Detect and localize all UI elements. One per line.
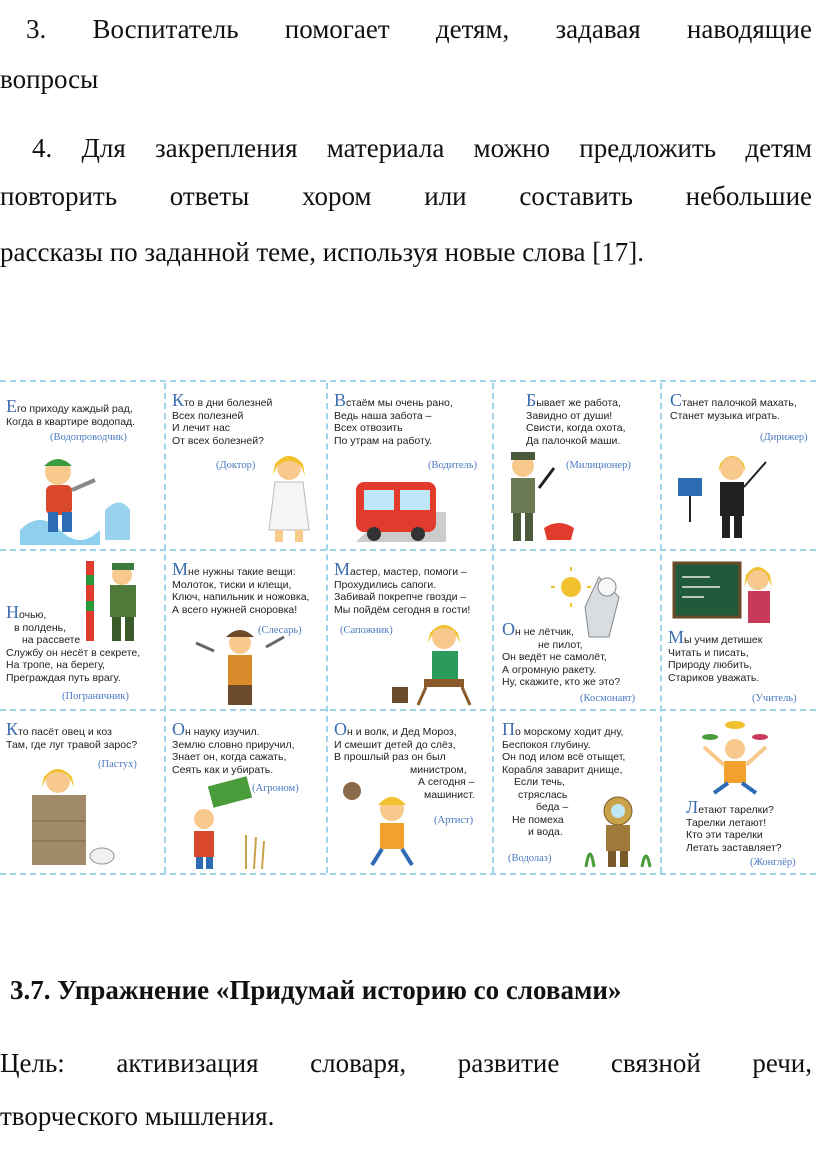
riddle-line: танет палочкой махать, <box>682 397 797 409</box>
riddle-text <box>502 619 621 689</box>
riddle-line: Да палочкой маши. <box>526 434 621 447</box>
paragraph-4 <box>0 128 812 280</box>
riddle-answer: (Водитель) <box>428 460 478 471</box>
riddle-card-doctor <box>166 382 325 549</box>
riddle-line: машинист. <box>424 788 475 801</box>
riddle-line: На тропе, на берегу, <box>6 659 106 671</box>
drop-cap: М <box>668 627 685 647</box>
riddle-line: в полдень, <box>14 621 67 634</box>
riddle-line: Знает он, когда сажать, <box>172 751 287 763</box>
riddle-line: По утрам на работу. <box>334 434 433 447</box>
riddle-text <box>670 390 797 422</box>
drop-cap: Н <box>6 602 19 622</box>
riddle-line: го приходу каждый рад, <box>17 403 133 415</box>
riddle-card-conductor <box>662 382 816 549</box>
riddle-answer: (Агроном) <box>252 783 299 794</box>
riddle-line: И лечит нас <box>172 422 231 434</box>
paragraph-4-line-2: повторить ответы хором или составить небольшие <box>0 181 812 211</box>
riddle-text <box>172 390 273 447</box>
riddle-line: Всех отвозить <box>334 422 403 434</box>
riddle-line: Преграждая путь врагу. <box>6 671 121 684</box>
riddle-line: А огромную ракету. <box>502 663 597 676</box>
riddle-card-driver <box>328 382 491 549</box>
riddle-text <box>334 390 453 447</box>
riddle-line: беда – <box>536 801 569 813</box>
riddle-line: Ключ, напильник и ножовка, <box>172 591 310 603</box>
policeman-illustration <box>499 448 589 548</box>
riddle-card-cosmonaut <box>494 551 659 709</box>
riddle-line: Природу любить, <box>668 659 753 671</box>
riddle-card-border-guard <box>0 551 163 709</box>
riddle-text <box>172 559 310 616</box>
riddle-card-juggler <box>662 711 816 873</box>
riddle-line: Беспокоя глубину. <box>502 738 591 751</box>
goal-line-1: Цель: активизация словаря, развитие связной речи, <box>0 1048 812 1078</box>
riddle-answer: (Артист) <box>434 815 474 826</box>
riddle-line: етают тарелки? <box>698 804 774 816</box>
drop-cap: Л <box>686 797 699 817</box>
drop-cap: С <box>670 390 683 410</box>
agronomist-illustration <box>176 775 276 871</box>
riddle-line: Читать и писать, <box>668 646 749 659</box>
drop-cap: О <box>334 719 347 739</box>
riddle-line: Молоток, тиски и клещи, <box>172 578 292 591</box>
riddle-line: ы учим детишек <box>684 634 763 646</box>
riddle-card-shepherd <box>0 711 163 873</box>
riddle-card-policeman <box>494 382 659 549</box>
bus-illustration <box>346 472 456 547</box>
riddle-line: В прошлый раз он был <box>334 751 446 763</box>
riddle-line: Забивай покрепче гвозди – <box>334 591 467 603</box>
riddle-text <box>6 602 141 684</box>
teacher-illustration <box>670 557 780 632</box>
riddle-line: Ну, скажите, кто же это? <box>502 676 621 688</box>
riddle-line: о морскому ходит дну, <box>515 726 624 738</box>
juggler-illustration <box>690 717 780 795</box>
conductor-illustration <box>670 442 780 542</box>
goal-paragraph <box>0 1038 812 1144</box>
drop-cap: М <box>334 559 351 579</box>
riddle-text <box>526 390 626 447</box>
riddle-line: не пилот, <box>538 638 583 651</box>
drop-cap: О <box>172 719 185 739</box>
riddle-card-shoemaker <box>328 551 491 709</box>
riddle-line: Службу он несёт в секрете, <box>6 646 141 659</box>
riddle-line: Мы пойдём сегодня в гости! <box>334 603 471 616</box>
riddle-line: Всех полезней <box>172 409 244 422</box>
riddle-text <box>6 719 138 751</box>
drop-cap: П <box>502 719 515 739</box>
paragraph-4-line-3: рассказы по заданной теме, используя новые слова [17]. <box>0 237 645 267</box>
riddle-text <box>668 627 763 684</box>
riddle-line: Если течь, <box>514 776 566 788</box>
riddle-line: Тарелки летают! <box>686 816 767 829</box>
riddle-line: Когда в квартире водопад. <box>6 415 136 428</box>
riddle-answer: (Доктор) <box>216 460 256 471</box>
riddle-line: очью, <box>19 609 47 621</box>
paragraph-3 <box>0 8 812 108</box>
riddle-line: И смешит детей до слёз, <box>334 738 456 751</box>
riddle-line: н не лётчик, <box>515 626 574 638</box>
riddle-answer: (Космонавт) <box>580 693 636 704</box>
riddle-answer: (Милиционер) <box>566 460 631 471</box>
riddle-answer: (Жонглёр) <box>750 857 796 868</box>
riddle-line: Он под илом всё отыщет, <box>502 751 626 763</box>
riddle-line: Он ведёт не самолёт, <box>502 651 607 663</box>
grid-line <box>0 873 816 875</box>
drop-cap: К <box>6 719 19 739</box>
riddle-line: А всего нужней сноровка! <box>172 603 298 616</box>
riddle-line: Стариков уважать. <box>668 671 760 684</box>
riddle-answer: (Пастух) <box>98 759 137 770</box>
riddle-line: н науку изучил. <box>185 726 260 738</box>
riddle-card-actor <box>328 711 491 873</box>
riddle-line: и вода. <box>528 826 563 838</box>
riddle-answer: (Дирижер) <box>760 432 808 443</box>
riddle-line: Землю словно приручил, <box>172 738 295 751</box>
riddle-line: Ведь наша забота – <box>334 409 432 422</box>
riddle-line: Корабля заварит днище, <box>502 763 623 776</box>
actor-illustration <box>332 769 422 869</box>
riddle-answer: (Водолаз) <box>508 853 552 864</box>
doctor-illustration <box>261 450 321 545</box>
riddle-card-locksmith <box>166 551 325 709</box>
riddle-line: От всех болезней? <box>172 434 264 447</box>
riddle-text <box>686 797 782 854</box>
riddle-line: астер, мастер, помоги – <box>350 566 467 578</box>
diver-illustration <box>580 781 656 871</box>
riddle-line: А сегодня – <box>418 776 475 788</box>
riddle-answer: (Пограничник) <box>62 691 129 702</box>
riddle-card-agronomist <box>166 711 325 873</box>
section-heading: 3.7. Упражнение «Придумай историю со словами» <box>10 975 622 1005</box>
drop-cap: Е <box>6 396 17 416</box>
riddle-card-plumber <box>0 382 163 549</box>
drop-cap: Б <box>526 390 537 410</box>
riddle-line: стаём мы очень рано, <box>346 397 453 409</box>
riddle-card-diver <box>494 711 659 873</box>
goal-line-2: творческого мышления. <box>0 1101 275 1131</box>
drop-cap: К <box>172 390 185 410</box>
riddle-line: на рассвете <box>22 634 81 646</box>
riddle-line: министром, <box>410 763 467 776</box>
riddle-line: Летать заставляет? <box>686 841 782 854</box>
drop-cap: О <box>502 619 515 639</box>
riddle-answer: (Учитель) <box>752 693 797 704</box>
riddle-line: Свисти, когда охота, <box>526 422 626 434</box>
riddle-line: Прохудились сапоги. <box>334 578 437 591</box>
riddle-line: н и волк, и Дед Мороз, <box>347 726 457 738</box>
paragraph-3-line-1: 3. Воспитатель помогает детям, задавая наводящие <box>26 14 812 44</box>
riddle-line: ывает же работа, <box>536 397 621 409</box>
riddle-line: Завидно от души! <box>526 409 613 422</box>
riddle-line: не нужны такие вещи: <box>188 566 296 578</box>
riddle-line: Кто эти тарелки <box>686 829 763 841</box>
riddle-answer: (Сапожник) <box>340 625 393 636</box>
riddle-card-teacher <box>662 551 816 709</box>
shepherd-illustration <box>12 761 122 871</box>
riddle-line: то пасёт овец и коз <box>18 726 112 738</box>
riddle-text <box>172 719 295 776</box>
plumber-illustration <box>10 450 140 545</box>
riddle-text <box>6 396 136 428</box>
riddle-line: Сеять как и убирать. <box>172 763 274 776</box>
paragraph-4-line-1: 4. Для закрепления материала можно предложить детям <box>32 133 812 163</box>
riddle-answer: (Водопроводчик) <box>50 432 127 443</box>
riddle-text <box>334 559 471 616</box>
paragraph-3-line-2: вопросы <box>0 64 99 94</box>
riddle-line: Там, где луг травой зарос? <box>6 738 138 751</box>
riddle-line: то в дни болезней <box>184 397 273 409</box>
riddle-line: Станет музыка играть. <box>670 409 780 422</box>
riddle-line: Не помеха <box>512 813 564 826</box>
drop-cap: В <box>334 390 347 410</box>
shoemaker-illustration <box>388 617 488 707</box>
riddle-line: стряслась <box>518 788 568 801</box>
drop-cap: М <box>172 559 189 579</box>
riddle-answer: (Слесарь) <box>258 625 302 636</box>
locksmith-illustration <box>186 623 296 707</box>
